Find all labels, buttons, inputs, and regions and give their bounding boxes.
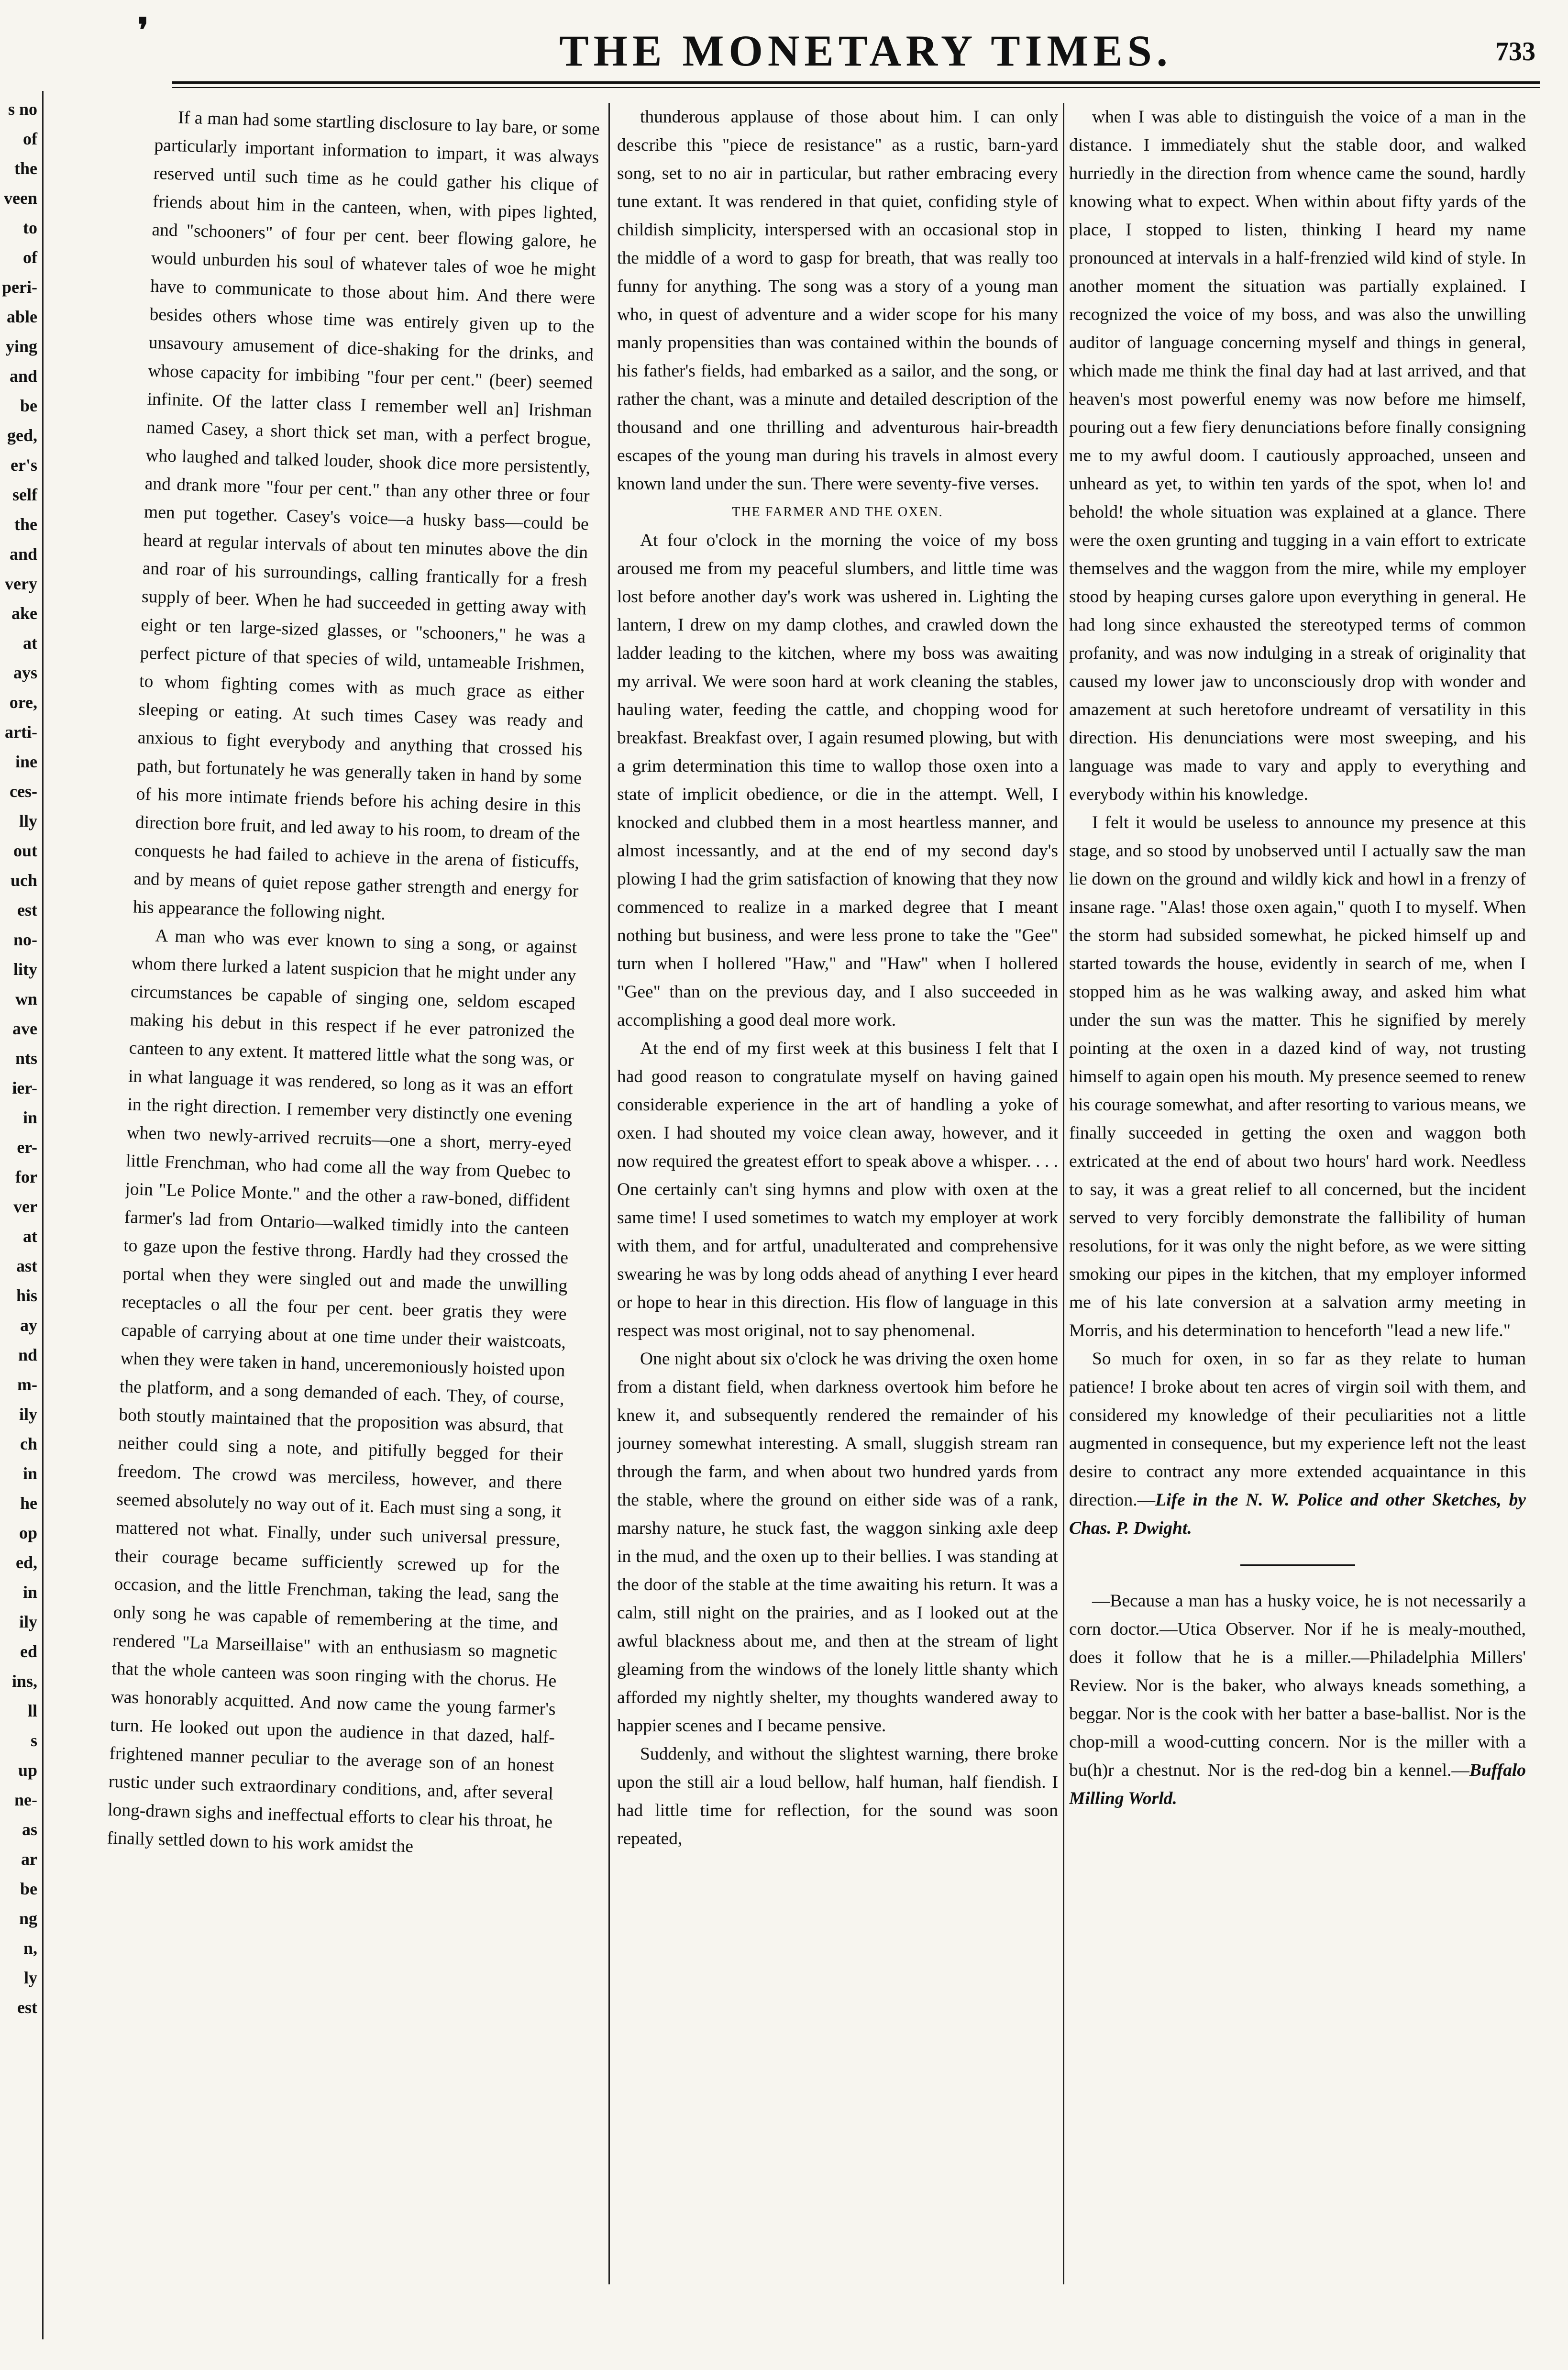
edge-fragment: in xyxy=(22,1108,37,1127)
edge-fragment: to xyxy=(23,218,37,237)
edge-fragment: ins, xyxy=(11,1672,37,1691)
paragraph: when I was able to distinguish the voice of a man in the distance. I immediately shut the stable door, and walked hurriedly in the direction from whence came the sound, hardly knowing what to expect. When within about fifty yards of the place, I stopped to listen, thinking I heard my name pronounced at intervals in a half-frenzied wild kind of style. In another moment the situation was partially explained. I recognized the voice of my boss, and was also the unwilling auditor of language concerning myself and things in general, which made me think the final day had at last arrived, and that heaven's most powerful enemy was now before me himself, pouring out a few fiery denunciations before finally consigning me to my awful doom. I cautiously approached, unseen and unheard as yet, to within ten yards of the spot, when lo! and behold! the whole situation was explained at a glance. There were the oxen grunting and tugging in a vain effort to extricate themselves and the waggon from the mire, while my employer stood by heaping curses galore upon everything in general. He had long since exhausted the stereotyped terms of common profanity, and was now indulging in a streak of originality that caused my lower jaw to unconsciously drop with wonder and amazement at such heretofore undreamt of versatility in this direction. His denunciations were most sweeping, and his language was made to vary and apply to everything and everybody within his knowledge. xyxy=(1069,107,1526,804)
edge-fragment: ine xyxy=(15,752,37,771)
adjacent-page-edge xyxy=(0,91,44,2339)
edge-fragment: ily xyxy=(19,1405,37,1424)
closing-source: Life in the N. W. Police and other Sketches, by Chas. P. Dwight. xyxy=(1069,1490,1526,1538)
edge-fragment: ast xyxy=(16,1256,37,1275)
edge-fragment: lity xyxy=(13,960,37,979)
edge-fragment: ave xyxy=(12,1019,37,1038)
paragraph: At the end of my first week at this business I felt that I had good reason to congratulate myself on having gained considerable experience in the art of handling a yoke of oxen. I had shouted my voice clean away, however, and it now required the greatest effort to speak above a whisper. . . . One certainly can't sing hymns and plow with oxen at the same time! I used sometimes to watch my employer at work with them, and for artful, unadulterated and comprehensive swearing he was by long odds ahead of anything I ever heard or hope to hear in this direction. His flow of language in this respect was most original, not to say phenomenal. xyxy=(617,1039,1058,1340)
edge-fragment: wn xyxy=(15,989,37,1008)
edge-fragment: s no xyxy=(8,100,37,119)
edge-fragment: ces- xyxy=(10,782,37,801)
edge-fragment: for xyxy=(15,1167,37,1186)
edge-fragment: ore, xyxy=(9,693,37,712)
paragraph: I felt it would be useless to announce my presence at this stage, and so stood by unobserved until I actually saw the man lie down on the ground and wildly kick and howl in a frenzy of insane rage. "Alas! those oxen again," quoth I to myself. When the storm had subsided somewhat, he picked himself up and started towards the house, evidently in search of me, when I stopped him as he was walking away, and asked him what under the sun was the matter. This he signified by merely pointing at the oxen in a dazed kind of way, not trusting himself to again open his mouth. My presence seemed to renew his courage somewhat, and after resorting to various means, we finally succeeded in getting the oxen and waggon both extricated at the end of about two hours' hard work. Needless to say, it was a great relief to all concerned, but the incident served to very forcibly demonstrate the fallibility of human resolutions, for it was only the night before, as we were sitting smoking our pipes in the kitchen, that my employer informed me of his late conversion at a salvation army meeting in Morris, and his determination to henceforth "lead a new life." xyxy=(1069,813,1526,1340)
edge-fragment: nd xyxy=(18,1345,37,1364)
paragraph: Suddenly, and without the slightest warning, there broke upon the still air a loud bellow, half human, half fiendish. I had little time for reflection, for the sound was soon repeated, xyxy=(617,1744,1058,1849)
separator-rule xyxy=(1240,1564,1355,1566)
squib-text: —Because a man has a husky voice, he is not necessarily a corn doctor.—Utica Observer. Nor if he is mealy-mouthed, does it follow that he is a miller.—Philadelphia Millers' Review. Nor is the baker, who always kneads something, a beggar. Nor is the cook with her batter a base-ballist. Nor is the chop-mill a wood-cutting concern. Nor is the miller with a bu(h)r a chestnut. Nor is the red-dog bin a kennel.— xyxy=(1069,1591,1526,1780)
edge-fragment: and xyxy=(9,366,37,386)
edge-fragment: of xyxy=(23,248,37,267)
edge-fragment: ver xyxy=(13,1197,37,1216)
edge-fragment: self xyxy=(12,485,37,504)
edge-fragment: n, xyxy=(23,1938,37,1958)
edge-fragment: ne- xyxy=(14,1790,37,1809)
edge-fragment: ng xyxy=(19,1909,37,1928)
edge-fragment: s xyxy=(30,1731,37,1750)
edge-fragment: the xyxy=(14,159,37,178)
masthead-rule xyxy=(172,81,1540,84)
squib-paragraph xyxy=(1069,1587,1526,1813)
paragraph: thunderous applause of those about him. I can only describe this "piece de resistance" as a rustic, barn-yard song, set to no air in particular, but rather embracing every tune extant. It was rendered in that quiet, confiding style of childish simplicity, interspersed with an occasional stop in the middle of a word to gasp for breath, that was really too funny for anything. The song was a story of a young man who, in quest of adventure and a wider scope for his many manly propensities than was contained within the bounds of his father's fields, had embarked as a sailor, and the song, or rather the chant, was a minute and detailed description of the thousand and one thrilling and adventurous hair-breadth escapes of the young man during his travels in almost every known land under the sun. There were seventy-five verses. xyxy=(617,107,1058,494)
edge-fragment: ier- xyxy=(12,1078,37,1097)
paragraph: If a man had some startling disclosure to lay bare, or some particularly important information to impart, it was always reserved until such time as he could gather his clique of friends about him in the canteen, when, with pipes lighted, and "schooners" of four per cent. beer flowing galore, he would unburden his soul of whatever tales of woe he might have to communicate to those about him. And there were besides others whose time was entirely given up to the unsavoury amusement of dice-shaking for the drinks, and whose capacity for imbibing "four per cent." (beer) seemed infinite. Of the latter class I remember well an] Irishman named Casey, a short thick set man, with a perfect brogue, who laughed and talked louder, shook dice more persistently, and drank more "four per cent." than any other three or four men put together. Casey's voice—a husky bass—could be heard at regular intervals of about ten minutes above the din and roar of his surroundings, calling frantically for a fresh supply of beer. When he had succeeded in getting away with eight or ten large-sized glasses, or "schooners," he was a perfect picture of that species of wild, untameable Irishmen, to whom fighting comes with as much grace as either sleeping or eating. At such times Casey was ready and anxious to fight everybody and anything that crossed his path, but fortunately he was generally taken in hand by some of his more intimate friends before his aching desire in this direction bore fruit, and led away to his room, to dream of the conquests he had failed to achieve in the arena of fisticuffs, and by means of quiet repose gather strength and energy for his appearance the following night. xyxy=(133,108,600,924)
edge-fragment: be xyxy=(20,396,37,415)
edge-fragment: m- xyxy=(17,1375,37,1394)
edge-fragment: ed xyxy=(20,1642,37,1661)
edge-fragment: ly xyxy=(23,1968,37,1987)
edge-fragment: his xyxy=(16,1286,37,1305)
column-divider xyxy=(608,103,610,2284)
edge-fragment: ar xyxy=(21,1849,37,1869)
edge-fragment: ged, xyxy=(7,426,37,445)
edge-fragment: he xyxy=(20,1494,37,1513)
edge-fragment: in xyxy=(22,1583,37,1602)
column-3 xyxy=(1069,103,1526,2323)
edge-fragment: est xyxy=(17,900,37,919)
edge-fragment: out xyxy=(13,841,37,860)
edge-fragment: of xyxy=(23,129,37,148)
edge-fragment: as xyxy=(22,1820,37,1839)
squib-source: Buffalo Milling World. xyxy=(1069,1761,1526,1808)
closing-text: So much for oxen, in so far as they relate to human patience! I broke about ten acres of virgin soil with them, and considered my knowledge of their peculiarities not a little augmented in consequence, but my experience left not the least desire to contract any more extended acquaintance in this direction.— xyxy=(1069,1349,1526,1510)
edge-fragment: veen xyxy=(4,188,37,208)
paragraph: A man who was ever known to sing a song, or against whom there lurked a latent suspicion that he might under any circumstances be capable of singing one, seldom escaped making his debut in this respect if he ever patronized the canteen to any extent. It mattered little what the song was, or in what language it was rendered, so long as it was an effort in the right direction. I remember very distinctly one evening when two newly-arrived recruits—one a short, merry-eyed little Frenchman, who had come all the way from Quebec to join "Le Police Monte." and the other a raw-boned, diffident farmer's lad from Ontario—walked timidly into the canteen to gaze upon the festive throng. Hardly had they crossed the portal when they were singled out and made the unwilling receptacles o all the four per cent. beer gratis they were capable of carrying about at one time under their waistcoats, when they were taken in hand, unceremoniously hoisted upon the platform, and a song demanded of each. They, of course, both stoutly maintained that the proposition was absurd, that neither could sing a note, and pitifully begged for their freedom. The crowd was merciless, however, and there seemed absolutely no way out of it. Each must sing a song, it mattered not what. Finally, under such universal pressure, their courage became sufficiently screwed up for the occasion, and the little Frenchman, taking the lead, sang the only song he was capable of remembering at the time, and rendered "La Marseillaise" with an enthusiasm so magnetic that the whole canteen was soon ringing with the chorus. He was honorably acquitted. And now came the young farmer's turn. He looked out upon the audience in that dazed, half-frightened manner peculiar to the average son of an honest rustic under such extraordinary conditions, and, after several long-drawn sighs and ineffectual efforts to clear his throat, he finally settled down to his work amidst the xyxy=(107,926,577,1857)
edge-fragment: very xyxy=(5,574,37,593)
edge-fragment: nts xyxy=(15,1049,37,1068)
edge-fragment: ake xyxy=(11,604,37,623)
edge-fragment: in xyxy=(22,1464,37,1483)
column-2 xyxy=(617,103,1058,2323)
edge-fragment: er- xyxy=(17,1138,37,1157)
edge-fragment: op xyxy=(19,1523,37,1542)
edge-fragment: be xyxy=(20,1879,37,1898)
edge-fragment: able xyxy=(6,307,37,326)
paragraph: One night about six o'clock he was driving the oxen home from a distant field, when darkness overtook him before he knew it, and subsequently rendered the remainder of his journey somewhat interesting. A small, sluggish stream ran through the farm, and when about two hundred yards from the stable, where the ground on either side was of a rank, marshy nature, he stuck fast, the waggon sinking axle deep in the mud, and the oxen up to their bellies. I was standing at the door of the stable at the time awaiting his return. It was a calm, still night on the prairies, and as I looked out at the awful blackness about me, and then at the stream of light gleaming from the windows of the lonely little shanty which afforded my nightly shelter, my thoughts wandered away to happier scenes and I became pensive. xyxy=(617,1349,1058,1736)
paragraph: At four o'clock in the morning the voice of my boss aroused me from my peaceful slumbers, and little time was lost before another day's work was ushered in. Lighting the lantern, I drew on my damp clothes, and crawled down the ladder leading to the kitchen, where my boss was awaiting my arrival. We were soon hard at work cleaning the stables, hauling water, feeding the cattle, and chopping wood for breakfast. Breakfast over, I again resumed plowing, but with a grim determination this time to wallop those oxen into a state of implicit obedience, or die in the attempt. Well, I knocked and clubbed them in a most heartless manner, and almost incessantly, and at the end of my second day's plowing I had the grim satisfaction of knowing that they now commenced to realize in a marked degree that I meant nothing but business, and were less prone to take the "Gee" turn when I hollered "Haw," and "Haw" when I hollered "Gee" than on the previous day, and I also succeeded in accomplishing a good deal more work. xyxy=(617,531,1058,1030)
print-mark: ❜ xyxy=(138,12,149,49)
edge-fragment: ed, xyxy=(16,1553,37,1572)
edge-fragment: lly xyxy=(19,811,37,831)
edge-fragment: ily xyxy=(19,1612,37,1631)
masthead-rule-thin xyxy=(172,87,1540,88)
edge-fragment: at xyxy=(23,1227,37,1246)
edge-fragment: uch xyxy=(10,871,37,890)
edge-fragment: est xyxy=(17,1998,37,2017)
edge-fragment: er's xyxy=(11,455,37,475)
edge-fragment: ying xyxy=(5,337,37,356)
page-number: 733 xyxy=(1495,37,1535,66)
edge-fragment: ay xyxy=(20,1316,37,1335)
edge-fragment: peri- xyxy=(2,277,37,297)
edge-fragment: ll xyxy=(27,1701,37,1720)
edge-fragment: up xyxy=(18,1761,37,1780)
edge-fragment: and xyxy=(9,544,37,564)
column-divider xyxy=(1063,103,1064,2284)
edge-fragment: at xyxy=(23,633,37,653)
masthead-title: THE MONETARY TIMES. xyxy=(559,26,1172,75)
column-1 xyxy=(93,103,600,2334)
section-subhead: THE FARMER AND THE OXEN. xyxy=(732,505,943,520)
edge-fragment: arti- xyxy=(5,722,37,742)
edge-fragment: ch xyxy=(20,1434,37,1453)
closing-paragraph xyxy=(1069,1345,1526,1542)
edge-fragment: ays xyxy=(13,663,37,682)
edge-fragment: no- xyxy=(13,930,37,949)
edge-fragment: the xyxy=(14,515,37,534)
